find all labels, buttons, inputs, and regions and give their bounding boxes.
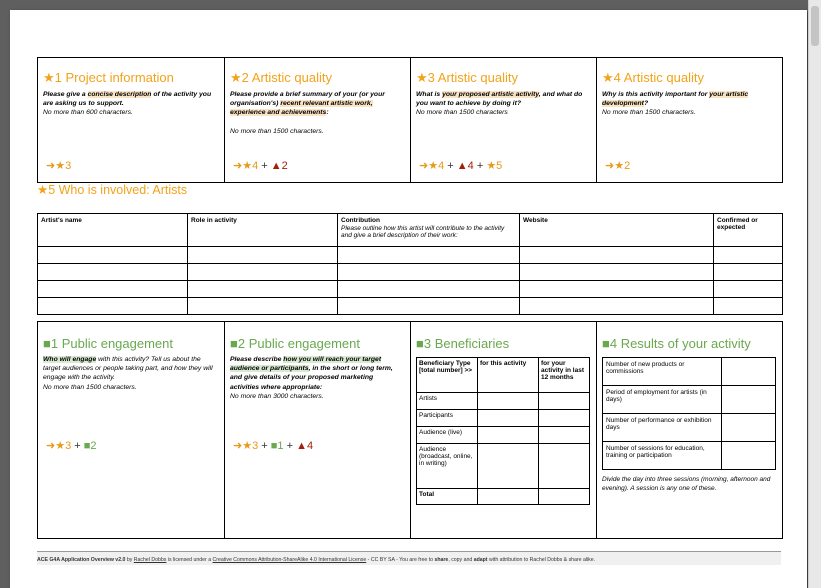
row-label: Number of performance or exhibition days xyxy=(603,414,722,442)
cell-title: ★2 Artistic quality xyxy=(230,70,332,85)
table-row xyxy=(603,414,776,442)
row-label: Number of new products or commissions xyxy=(603,358,722,386)
table-row xyxy=(417,444,590,489)
table-cell[interactable] xyxy=(38,298,188,315)
table-cell[interactable] xyxy=(714,247,783,264)
table-row xyxy=(603,358,776,386)
table-cell[interactable] xyxy=(188,247,338,264)
flow-links: ➜★3 + ■2 xyxy=(46,440,97,452)
table-cell[interactable] xyxy=(722,414,776,442)
cell-prompt: Please give a concise description of the activity you are asking us to support. No more than 600 characters. xyxy=(43,91,212,117)
flow-links: ➜★3 xyxy=(46,160,72,172)
beneficiaries-cell xyxy=(411,322,597,538)
table-cell[interactable] xyxy=(478,444,539,489)
artistic-quality-2-cell xyxy=(225,58,411,182)
artists-table xyxy=(37,213,783,315)
flow-links: ➜★4 + ▲2 xyxy=(233,160,288,172)
row-label: Audience (broadcast, online, in writing) xyxy=(417,444,478,489)
table-cell[interactable] xyxy=(478,427,539,444)
table-cell[interactable] xyxy=(38,281,188,298)
table-cell[interactable] xyxy=(338,298,520,315)
col-header: Role in activity xyxy=(188,214,338,247)
table-cell[interactable] xyxy=(478,410,539,427)
document-page xyxy=(10,10,807,588)
table-cell[interactable] xyxy=(722,386,776,414)
table-cell[interactable] xyxy=(722,358,776,386)
cell-prompt: What is your proposed artistic activity, and what do you want to achieve by doing it? No more than 1500 characters xyxy=(416,91,583,117)
results-note: Divide the day into three sessions (morning, afternoon and evening). A session is any one of these. xyxy=(602,476,771,493)
flow-links: ➜★4 + ▲4 + ★5 xyxy=(419,160,503,172)
table-cell[interactable] xyxy=(338,247,520,264)
table-cell[interactable] xyxy=(539,427,590,444)
table-cell[interactable] xyxy=(539,393,590,410)
cell-prompt: Why is this activity important for your artistic development? No more than 1500 characters. xyxy=(602,91,749,117)
row-label: Number of sessions for education, training or participation xyxy=(603,442,722,470)
table-cell[interactable] xyxy=(188,298,338,315)
table-cell[interactable] xyxy=(188,281,338,298)
table-cell[interactable] xyxy=(38,247,188,264)
table-row xyxy=(417,410,590,427)
table-cell[interactable] xyxy=(478,393,539,410)
vertical-scrollbar[interactable] xyxy=(808,0,821,588)
project-info-cell xyxy=(38,58,225,182)
license-footer: ACE G4A Application Overview v2.0 by Rachel Dobbs is licensed under a Creative Commons Attribution-ShareAlike 4.0 International License - CC BY SA - You are free to share, copy and adapt with attribution to Rachel Dobbs & share alike. xyxy=(37,551,781,565)
cell-title: ★1 Project information xyxy=(43,70,174,85)
results-table xyxy=(602,357,776,470)
table-cell[interactable] xyxy=(338,281,520,298)
cell-title: ■2 Public engagement xyxy=(230,336,360,351)
table-cell[interactable] xyxy=(38,264,188,281)
section-5-title: ★5 Who is involved: Artists xyxy=(37,183,188,197)
public-engagement-2-cell xyxy=(225,322,411,538)
cell-title: ★4 Artistic quality xyxy=(602,70,704,85)
public-engagement-row xyxy=(37,321,783,539)
cell-title: ■1 Public engagement xyxy=(43,336,173,351)
table-cell[interactable] xyxy=(714,264,783,281)
col-header: for your activity in last 12 months xyxy=(539,358,590,393)
table-cell[interactable] xyxy=(520,281,714,298)
table-cell[interactable] xyxy=(539,410,590,427)
author-link[interactable]: Rachel Dobbs xyxy=(133,557,167,563)
table-cell[interactable] xyxy=(714,281,783,298)
table-cell[interactable] xyxy=(539,444,590,489)
col-header: Beneficiary Type [total number] >> xyxy=(417,358,478,393)
col-header: Website xyxy=(520,214,714,247)
results-cell xyxy=(597,322,782,538)
scroll-thumb[interactable] xyxy=(811,6,819,46)
table-cell[interactable] xyxy=(520,264,714,281)
col-header: Confirmed or expected xyxy=(714,214,783,247)
cell-prompt: Who will engage with this activity? Tell us about the target audiences or people taking part, and how they will engage with the activity. No more than 1500 characters. xyxy=(43,356,213,391)
flow-links: ➜★2 xyxy=(605,160,631,172)
table-row xyxy=(38,281,783,298)
cell-prompt: Please provide a brief summary of your (or your organisation's) recent relevant artistic work, experience and achievements: No more than 1500 characters. xyxy=(230,91,385,135)
table-row xyxy=(417,427,590,444)
table-row xyxy=(603,442,776,470)
artistic-quality-4-cell xyxy=(597,58,782,182)
table-header-row xyxy=(38,214,783,247)
row-label: Participants xyxy=(417,410,478,427)
row-label: Artists xyxy=(417,393,478,410)
artistic-quality-row xyxy=(37,57,783,183)
table-cell[interactable] xyxy=(714,298,783,315)
col-header: Artist's name xyxy=(38,214,188,247)
flow-links: ➜★3 + ■1 + ▲4 xyxy=(233,440,314,452)
table-cell[interactable] xyxy=(539,489,590,505)
cell-title: ★3 Artistic quality xyxy=(416,70,518,85)
cell-title: ■3 Beneficiaries xyxy=(416,336,510,351)
table-header-row xyxy=(417,358,590,393)
cell-prompt: Please describe how you will reach your target audience or participants, in the short or long term, and give details of your proposed marketing activities where appropriate: No more than 3000 characters. xyxy=(230,356,393,400)
public-engagement-1-cell xyxy=(38,322,225,538)
table-row xyxy=(38,264,783,281)
row-label: Audience (live) xyxy=(417,427,478,444)
col-header: Contribution Please outline how this artist will contribute to the activity and give a brief description of their work: xyxy=(338,214,520,247)
table-cell[interactable] xyxy=(520,298,714,315)
license-link[interactable]: Creative Commons Attribution-ShareAlike 4.0 International License xyxy=(212,557,367,563)
table-cell[interactable] xyxy=(188,264,338,281)
table-row xyxy=(38,298,783,315)
artistic-quality-3-cell xyxy=(411,58,597,182)
col-header: for this activity xyxy=(478,358,539,393)
table-row xyxy=(417,393,590,410)
table-row xyxy=(603,386,776,414)
table-cell[interactable] xyxy=(520,247,714,264)
table-cell[interactable] xyxy=(478,489,539,505)
table-row xyxy=(417,489,590,505)
table-cell[interactable] xyxy=(722,442,776,470)
row-label: Period of employment for artists (in days) xyxy=(603,386,722,414)
cell-title: ■4 Results of your activity xyxy=(602,336,751,351)
row-label: Total xyxy=(417,489,478,505)
table-cell[interactable] xyxy=(338,264,520,281)
table-row xyxy=(38,247,783,264)
beneficiaries-table xyxy=(416,357,590,505)
